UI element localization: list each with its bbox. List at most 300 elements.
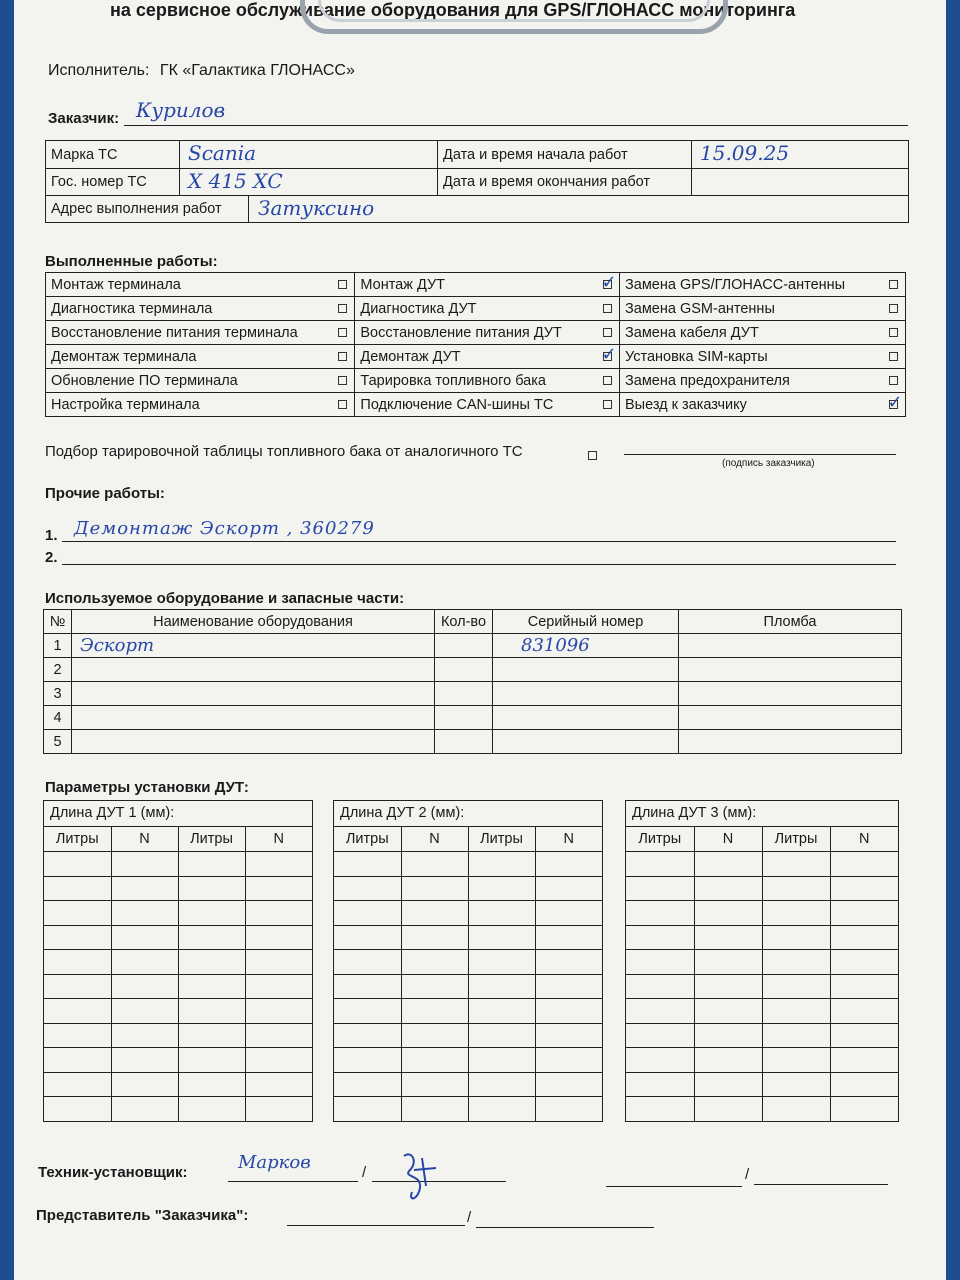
dut-cell[interactable] [334, 974, 401, 999]
dut-cell[interactable] [694, 1097, 762, 1122]
dut-cell[interactable] [830, 950, 898, 975]
equipment-num-cell: 2 [44, 658, 72, 682]
dut-cell[interactable] [535, 925, 602, 950]
work-checkbox[interactable] [889, 280, 898, 289]
works-row [46, 273, 906, 297]
dut-header: Литры [178, 827, 245, 852]
work-label: Диагностика терминала [46, 297, 331, 321]
equipment-name-cell: Эскорт [72, 634, 435, 658]
second-name-line [606, 1167, 742, 1187]
dut-cell[interactable] [178, 1097, 245, 1122]
dut-table-2 [333, 800, 603, 1122]
equipment-serial-cell [493, 682, 679, 706]
dut-caption: Длина ДУТ 3 (мм): [626, 801, 898, 827]
dut-cell[interactable] [830, 852, 898, 877]
dut-row [626, 852, 898, 877]
dut-row [626, 1023, 898, 1048]
dut-cell[interactable] [468, 1023, 535, 1048]
work-checkbox-cell [330, 369, 354, 393]
dut-cell[interactable] [468, 950, 535, 975]
dut-cell[interactable] [401, 974, 468, 999]
dut-cell[interactable] [694, 1072, 762, 1097]
dut-cell[interactable] [535, 1023, 602, 1048]
dut-cell[interactable] [245, 1072, 312, 1097]
dut-row [334, 852, 602, 877]
dut-header: N [111, 827, 178, 852]
address-row [46, 196, 438, 223]
work-checkbox-cell [595, 369, 619, 393]
dut-cell[interactable] [44, 1072, 111, 1097]
dut-cell[interactable] [111, 1072, 178, 1097]
works-title: Выполненные работы: [45, 253, 218, 270]
dut-cell[interactable] [468, 1048, 535, 1073]
equipment-header: Кол-во [435, 610, 493, 634]
dut-row [44, 1023, 312, 1048]
dut-cell[interactable] [694, 925, 762, 950]
dut-row [334, 1023, 602, 1048]
dut-cell[interactable] [401, 1072, 468, 1097]
technician-name-line [228, 1152, 358, 1182]
dut-cell[interactable] [694, 876, 762, 901]
check-mark-icon: ✓ [601, 344, 617, 366]
work-checkbox[interactable] [603, 376, 612, 385]
other-works-title: Прочие работы: [45, 485, 165, 502]
work-checkbox-cell [330, 345, 354, 369]
dut-table-3 [625, 800, 899, 1122]
work-checkbox[interactable] [338, 280, 347, 289]
dut-cell[interactable] [626, 852, 694, 877]
dut-row [44, 925, 312, 950]
dut-cell[interactable] [245, 876, 312, 901]
equipment-header: Наименование оборудования [72, 610, 435, 634]
work-checkbox-cell [595, 321, 619, 345]
dut-cell[interactable] [468, 999, 535, 1024]
dut-header: N [694, 827, 762, 852]
dut-cell[interactable] [762, 1072, 830, 1097]
dut-cell[interactable] [626, 1097, 694, 1122]
dut-cell[interactable] [694, 901, 762, 926]
works-table [45, 272, 906, 417]
equipment-serial-cell [493, 706, 679, 730]
check-mark-icon: ✓ [887, 392, 903, 414]
dut-cell[interactable] [830, 1097, 898, 1122]
dut-cell[interactable] [401, 1048, 468, 1073]
dut-cell[interactable] [468, 974, 535, 999]
work-label: Замена кабеля ДУТ [620, 321, 882, 345]
dut-cell[interactable] [111, 974, 178, 999]
dut-cell[interactable] [468, 925, 535, 950]
dut-cell[interactable] [334, 901, 401, 926]
technician-name: Марков [238, 1152, 311, 1173]
customer-rep-signature-line [476, 1208, 654, 1228]
dut-cell[interactable] [245, 1048, 312, 1073]
dut-cell[interactable] [44, 876, 111, 901]
dut-header: N [535, 827, 602, 852]
dut-cell[interactable] [111, 925, 178, 950]
work-checkbox[interactable] [603, 304, 612, 313]
dut-cell[interactable] [334, 950, 401, 975]
dut-cell[interactable] [178, 1023, 245, 1048]
work-label: Обновление ПО терминала [46, 369, 331, 393]
dut-row [334, 974, 602, 999]
dut-cell[interactable] [401, 901, 468, 926]
dut-row [626, 999, 898, 1024]
equipment-serial-cell [493, 730, 679, 754]
dut-cell[interactable] [401, 876, 468, 901]
dut-cell[interactable] [762, 999, 830, 1024]
equipment-seal-cell [679, 706, 902, 730]
dut-row [626, 974, 898, 999]
dut-cell[interactable] [44, 1048, 111, 1073]
dut-row [626, 1072, 898, 1097]
dut-cell[interactable] [245, 925, 312, 950]
equipment-seal-cell [679, 730, 902, 754]
dut-cell[interactable] [334, 852, 401, 877]
dut-cell[interactable] [535, 1048, 602, 1073]
customer-rep-label: Представитель "Заказчика": [36, 1207, 249, 1224]
dut-cell[interactable] [762, 925, 830, 950]
start-value: 15.09.25 [700, 141, 790, 165]
work-label: Замена GSM-антенны [620, 297, 882, 321]
dut-cell[interactable] [626, 1072, 694, 1097]
dut-row [334, 1048, 602, 1073]
dut-cell[interactable] [178, 876, 245, 901]
work-checkbox-cell [881, 321, 905, 345]
dut-row [44, 974, 312, 999]
equipment-qty-cell [435, 682, 493, 706]
dut-cell[interactable] [111, 999, 178, 1024]
work-checkbox[interactable] [338, 304, 347, 313]
dut-row [626, 876, 898, 901]
dut-cell[interactable] [111, 1097, 178, 1122]
work-label: Восстановление питания ДУТ [355, 321, 595, 345]
work-label: Монтаж ДУТ [355, 273, 595, 297]
dut-cell[interactable] [762, 901, 830, 926]
dut-header: Литры [468, 827, 535, 852]
dut-cell[interactable] [830, 974, 898, 999]
brand-label: Марка ТС [46, 141, 180, 169]
dut-cell[interactable] [178, 852, 245, 877]
dut-cell[interactable] [694, 1048, 762, 1073]
dut-cell[interactable] [830, 1048, 898, 1073]
dut-cell[interactable] [178, 974, 245, 999]
dut-cell[interactable] [401, 950, 468, 975]
dut-row [44, 1048, 312, 1073]
executor-label: Исполнитель: [48, 62, 150, 79]
dut-cell[interactable] [626, 876, 694, 901]
dut-cell[interactable] [44, 1097, 111, 1122]
equipment-row [44, 730, 902, 754]
customer-line [124, 98, 908, 126]
dut-cell[interactable] [401, 1097, 468, 1122]
dut-cell[interactable] [626, 1023, 694, 1048]
dut-cell[interactable] [44, 974, 111, 999]
dut-row [44, 999, 312, 1024]
dut-row [44, 1097, 312, 1122]
dut-row [334, 1072, 602, 1097]
dut-cell[interactable] [830, 876, 898, 901]
dut-cell[interactable] [694, 974, 762, 999]
dut-row [334, 1097, 602, 1122]
equipment-qty-cell [435, 706, 493, 730]
start-label: Дата и время начала работ [438, 141, 692, 169]
dut-cell[interactable] [762, 852, 830, 877]
calibration-checkbox[interactable] [588, 451, 597, 460]
work-checkbox[interactable] [889, 328, 898, 337]
dut-title: Параметры установки ДУТ: [45, 779, 249, 796]
equipment-num-cell: 3 [44, 682, 72, 706]
dut-cell[interactable] [468, 901, 535, 926]
dut-cell[interactable] [178, 950, 245, 975]
dut-header: Литры [334, 827, 401, 852]
dut-cell[interactable] [535, 852, 602, 877]
work-label: Тарировка топливного бака [355, 369, 595, 393]
work-checkbox[interactable] [338, 328, 347, 337]
calibration-signature-line [624, 454, 896, 455]
dut-cell[interactable] [334, 876, 401, 901]
other-work-2-line [62, 545, 896, 565]
dut-cell[interactable] [694, 999, 762, 1024]
technician-label: Техник-установщик: [38, 1164, 188, 1181]
dut-cell[interactable] [111, 852, 178, 877]
dut-cell[interactable] [111, 1023, 178, 1048]
dut-cell[interactable] [178, 1048, 245, 1073]
end-label: Дата и время окончания работ [438, 169, 692, 196]
dut-cell[interactable] [468, 876, 535, 901]
equipment-title: Используемое оборудование и запасные части: [45, 590, 405, 607]
dut-cell[interactable] [830, 925, 898, 950]
dut-row [334, 950, 602, 975]
dut-row [44, 1072, 312, 1097]
dut-row [44, 876, 312, 901]
dut-cell[interactable] [334, 1023, 401, 1048]
start-cell [692, 141, 909, 169]
dut-row [334, 876, 602, 901]
work-label: Восстановление питания терминала [46, 321, 331, 345]
dut-header: N [245, 827, 312, 852]
equipment-row [44, 634, 902, 658]
equipment-seal-cell [679, 682, 902, 706]
equipment-seal-cell [679, 634, 902, 658]
work-checkbox[interactable] [603, 400, 612, 409]
dut-cell[interactable] [830, 901, 898, 926]
dut-cell[interactable] [762, 876, 830, 901]
dut-cell[interactable] [468, 852, 535, 877]
dut-cell[interactable] [626, 950, 694, 975]
address-fill [438, 196, 909, 223]
dut-cell[interactable] [626, 974, 694, 999]
work-label: Выезд к заказчику [620, 393, 882, 417]
calibration-label: Подбор тарировочной таблицы топливного бака от аналогичного ТС [45, 443, 523, 460]
calibration-signature-caption: (подпись заказчика) [722, 458, 815, 469]
dut-cell[interactable] [535, 901, 602, 926]
dut-row [626, 1048, 898, 1073]
dut-table-1 [43, 800, 313, 1122]
dut-row [626, 1097, 898, 1122]
dut-header-row [334, 827, 602, 852]
dut-cell[interactable] [535, 999, 602, 1024]
dut-cell[interactable] [535, 1072, 602, 1097]
dut-cell[interactable] [245, 950, 312, 975]
dut-cell[interactable] [111, 876, 178, 901]
dut-row [44, 852, 312, 877]
slash-separator-3: / [467, 1209, 472, 1226]
executor-row [48, 62, 355, 80]
dut-cell[interactable] [626, 999, 694, 1024]
works-row [46, 345, 906, 369]
work-checkbox-cell [881, 297, 905, 321]
dut-header: Литры [762, 827, 830, 852]
end-value [692, 169, 909, 196]
dut-cell[interactable] [44, 1023, 111, 1048]
work-checkbox-cell [595, 297, 619, 321]
dut-cell[interactable] [694, 1023, 762, 1048]
work-label: Настройка терминала [46, 393, 331, 417]
plate-cell [180, 169, 438, 196]
equipment-qty-cell [435, 634, 493, 658]
dut-cell[interactable] [111, 901, 178, 926]
dut-cell[interactable] [44, 999, 111, 1024]
work-checkbox[interactable] [889, 352, 898, 361]
dut-cell[interactable] [111, 1048, 178, 1073]
dut-cell[interactable] [245, 1023, 312, 1048]
equipment-header: № [44, 610, 72, 634]
dut-cell[interactable] [178, 1072, 245, 1097]
dut-cell[interactable] [535, 974, 602, 999]
dut-cell[interactable] [535, 1097, 602, 1122]
equipment-num-cell: 5 [44, 730, 72, 754]
dut-cell[interactable] [44, 950, 111, 975]
work-label: Замена предохранителя [620, 369, 882, 393]
dut-cell[interactable] [245, 974, 312, 999]
equipment-header-row [44, 610, 902, 634]
dut-cell[interactable] [401, 925, 468, 950]
dut-cell[interactable] [401, 1023, 468, 1048]
works-row [46, 321, 906, 345]
slash-separator-2: / [745, 1166, 750, 1183]
dut-row [334, 901, 602, 926]
plate-label: Гос. номер ТС [46, 169, 180, 196]
brand-cell [180, 141, 438, 169]
dut-cell[interactable] [626, 1048, 694, 1073]
dut-cell[interactable] [245, 852, 312, 877]
technician-signature-icon [392, 1148, 452, 1208]
dut-cell[interactable] [111, 950, 178, 975]
dut-cell[interactable] [245, 1097, 312, 1122]
equipment-row [44, 682, 902, 706]
equipment-serial-cell: 831096 [493, 634, 679, 658]
equipment-num-cell: 4 [44, 706, 72, 730]
dut-cell[interactable] [44, 852, 111, 877]
dut-row [626, 925, 898, 950]
dut-cell[interactable] [830, 1072, 898, 1097]
work-checkbox-cell [881, 345, 905, 369]
dut-cell[interactable] [762, 974, 830, 999]
address-value: Затуксино [258, 196, 375, 220]
work-label: Монтаж терминала [46, 273, 331, 297]
dut-cell[interactable] [535, 876, 602, 901]
work-checkbox[interactable] [338, 352, 347, 361]
work-label: Установка SIM-карты [620, 345, 882, 369]
dut-cell[interactable] [44, 901, 111, 926]
customer-rep-name-line [287, 1206, 465, 1226]
dut-cell[interactable] [762, 1097, 830, 1122]
equipment-name-cell [72, 658, 435, 682]
work-checkbox[interactable] [338, 376, 347, 385]
dut-caption: Длина ДУТ 1 (мм): [44, 801, 312, 827]
dut-cell[interactable] [762, 1048, 830, 1073]
work-checkbox[interactable] [889, 376, 898, 385]
dut-cell[interactable] [44, 925, 111, 950]
work-checkbox-cell [595, 345, 619, 369]
work-checkbox[interactable] [887, 392, 903, 414]
dut-cell[interactable] [245, 901, 312, 926]
dut-row [626, 901, 898, 926]
dut-cell[interactable] [830, 999, 898, 1024]
work-checkbox-cell [881, 273, 905, 297]
dut-cell[interactable] [830, 1023, 898, 1048]
dut-cell[interactable] [468, 1072, 535, 1097]
dut-cell[interactable] [626, 901, 694, 926]
equipment-header: Пломба [679, 610, 902, 634]
dut-cell[interactable] [334, 1097, 401, 1122]
works-row [46, 369, 906, 393]
equipment-header: Серийный номер [493, 610, 679, 634]
check-mark-icon: ✓ [601, 272, 617, 294]
dut-cell[interactable] [535, 950, 602, 975]
equipment-row [44, 658, 902, 682]
work-checkbox[interactable] [601, 272, 617, 294]
work-checkbox-cell [595, 393, 619, 417]
dut-cell[interactable] [334, 999, 401, 1024]
dut-cell[interactable] [334, 925, 401, 950]
clipboard-clip-inner [318, 0, 710, 22]
work-checkbox-cell [330, 297, 354, 321]
second-signature-line [754, 1165, 888, 1185]
dut-caption: Длина ДУТ 2 (мм): [334, 801, 602, 827]
work-checkbox[interactable] [889, 304, 898, 313]
work-checkbox[interactable] [338, 400, 347, 409]
executor-value: ГК «Галактика ГЛОНАСС» [159, 62, 355, 79]
address-label: Адрес выполнения работ [51, 201, 222, 217]
dut-cell[interactable] [694, 950, 762, 975]
dut-cell[interactable] [762, 1023, 830, 1048]
dut-cell[interactable] [178, 901, 245, 926]
dut-cell[interactable] [694, 852, 762, 877]
dut-row [626, 950, 898, 975]
dut-cell[interactable] [401, 852, 468, 877]
dut-cell[interactable] [178, 925, 245, 950]
equipment-qty-cell [435, 730, 493, 754]
dut-cell[interactable] [468, 1097, 535, 1122]
dut-cell[interactable] [762, 950, 830, 975]
work-checkbox[interactable] [601, 344, 617, 366]
work-checkbox[interactable] [603, 328, 612, 337]
dut-cell[interactable] [401, 999, 468, 1024]
other-work-2-num: 2. [45, 549, 58, 566]
dut-row [44, 901, 312, 926]
dut-cell[interactable] [178, 999, 245, 1024]
dut-row [44, 950, 312, 975]
dut-cell[interactable] [626, 925, 694, 950]
dut-cell[interactable] [334, 1072, 401, 1097]
document-title: на сервисное обслуживание оборудования для GPS/ГЛОНАСС мониторинга [110, 0, 796, 20]
dut-cell[interactable] [245, 999, 312, 1024]
dut-cell[interactable] [334, 1048, 401, 1073]
dut-header: N [401, 827, 468, 852]
vehicle-table [45, 140, 909, 223]
other-work-1-num: 1. [45, 527, 58, 544]
